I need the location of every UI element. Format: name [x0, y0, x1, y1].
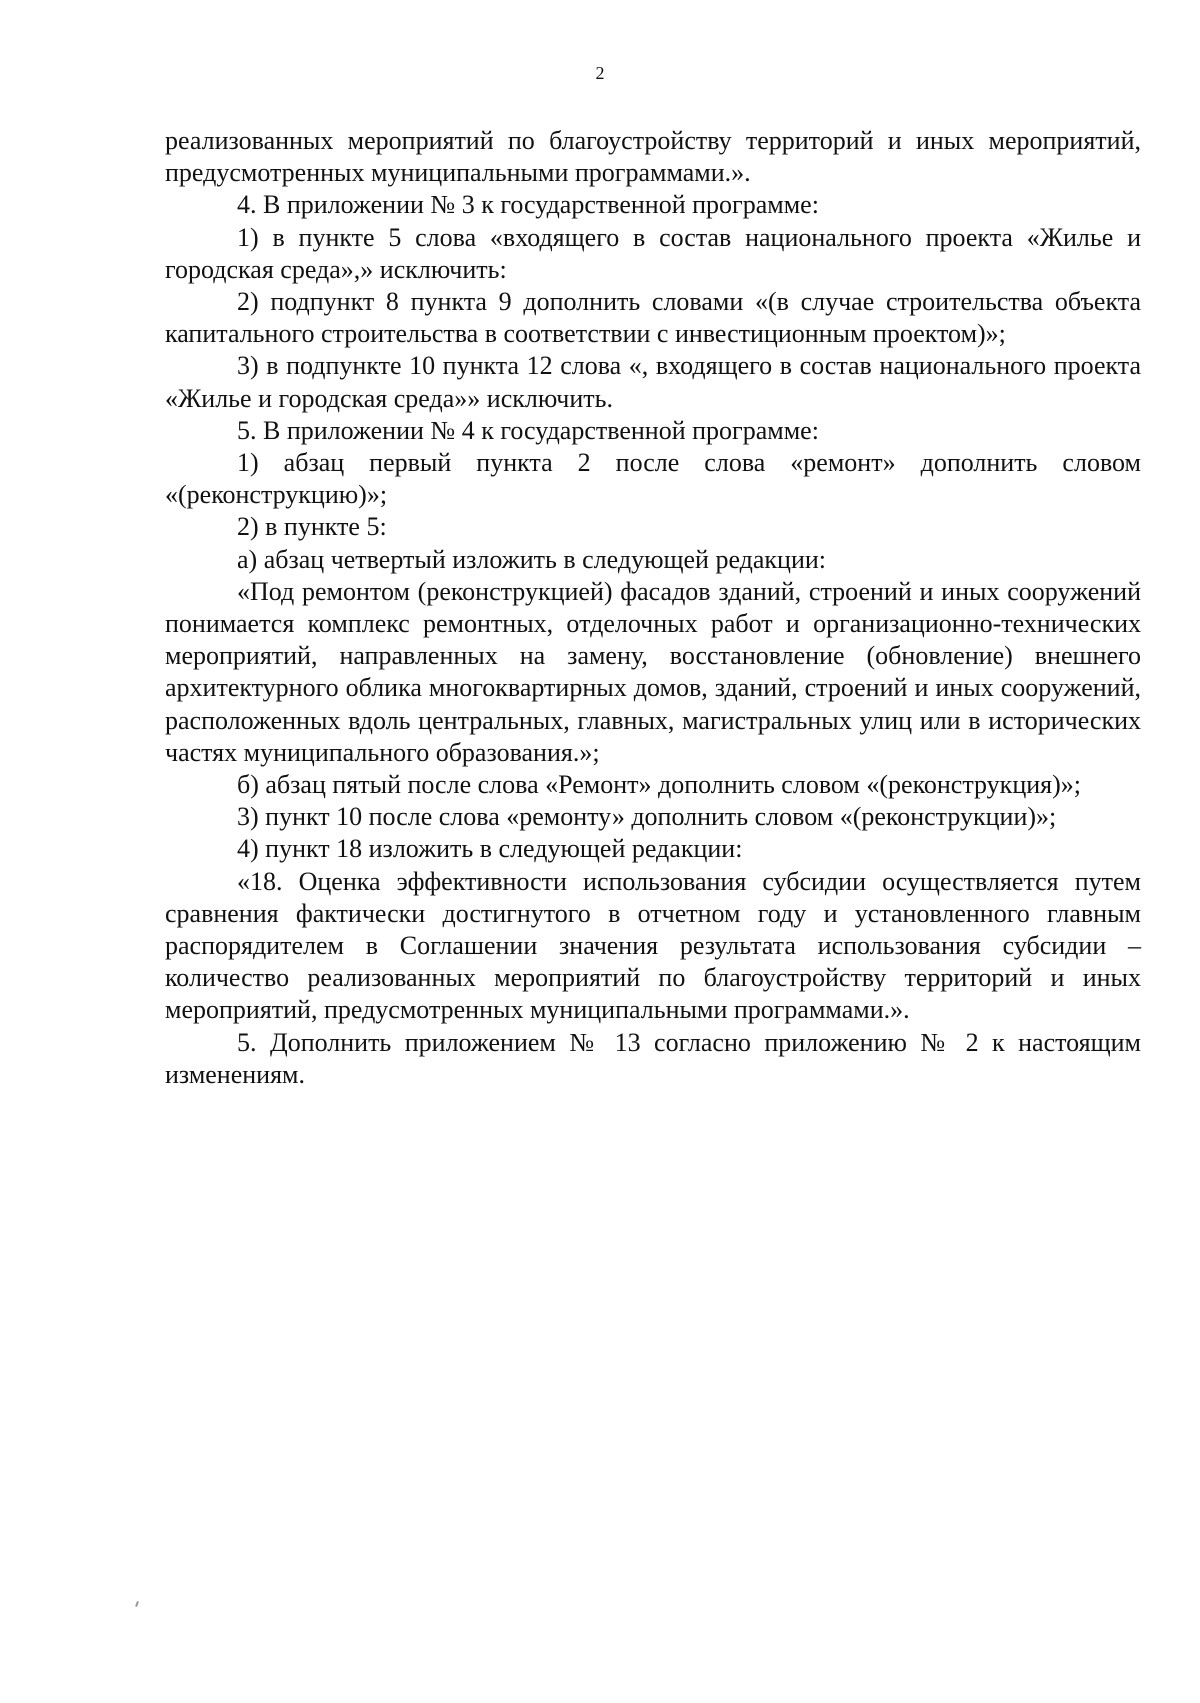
paragraph-item-5-addition: 5. Дополнить приложением № 13 согласно приложению № 2 к настоящим изменениям.	[165, 1027, 1141, 1089]
page-number: 2	[595, 63, 605, 83]
scan-speck	[135, 1601, 139, 1607]
document-body	[165, 125, 1141, 1091]
paragraph-subitem-1: 1) в пункте 5 слова «входящего в состав национального проекта «Жилье и городская среда»,» исключить:	[165, 222, 1141, 284]
paragraph-quoted-text: «18. Оценка эффективности использования субсидии осуществляется путем сравнения фактически достигнутого в отчетном году и установленного главным распорядителем в Соглашении значения результата использования субсидии – количество реализованных мероприятий по благоустройству территорий и иных мероприятий, предусмотренных муниципальными программами.».	[165, 866, 1141, 1025]
paragraph-subitem-b: б) абзац пятый после слова «Ремонт» дополнить словом «(реконструкция)»;	[237, 770, 1081, 800]
paragraph-subitem-4: 4) пункт 18 изложить в следующей редакции:	[237, 834, 743, 864]
paragraph-item-5: 5. В приложении № 4 к государственной программе:	[237, 415, 819, 445]
paragraph-subitem-2: 2) в пункте 5:	[237, 512, 387, 542]
paragraph-quoted-text: «Под ремонтом (реконструкцией) фасадов зданий, строений и иных сооружений понимается комплекс ремонтных, отделочных работ и организационно-технических мероприятий, направленных на замену, восстановление (обновление) внешнего архитектурного облика многоквартирных домов, зданий, строений и иных сооружений, расположенных вдоль центральных, главных, магистральных улиц или в исторических частях муниципального образования.»;	[165, 576, 1141, 767]
paragraph-subitem-3: 3) в подпункте 10 пункта 12 слова «, входящего в состав национального проекта «Жилье и городская среда»» исключить.	[165, 351, 1141, 413]
paragraph-subitem-1: 1) абзац первый пункта 2 после слова «ремонт» дополнить словом «(реконструкцию)»;	[165, 448, 1141, 510]
paragraph-subitem-2: 2) подпункт 8 пункта 9 дополнить словами «(в случае строительства объекта капитального строительства в соответствии с инвестиционным проектом)»;	[165, 287, 1141, 349]
paragraph-subitem-a: а) абзац четвертый изложить в следующей редакции:	[237, 544, 827, 574]
paragraph-item-4: 4. В приложении № 3 к государственной программе:	[237, 190, 819, 220]
paragraph-subitem-3: 3) пункт 10 после слова «ремонту» дополнить словом «(реконструкции)»;	[237, 802, 1057, 832]
paragraph-continuation: реализованных мероприятий по благоустройству территорий и иных мероприятий, предусмотренных муниципальными программами.».	[165, 126, 1141, 188]
